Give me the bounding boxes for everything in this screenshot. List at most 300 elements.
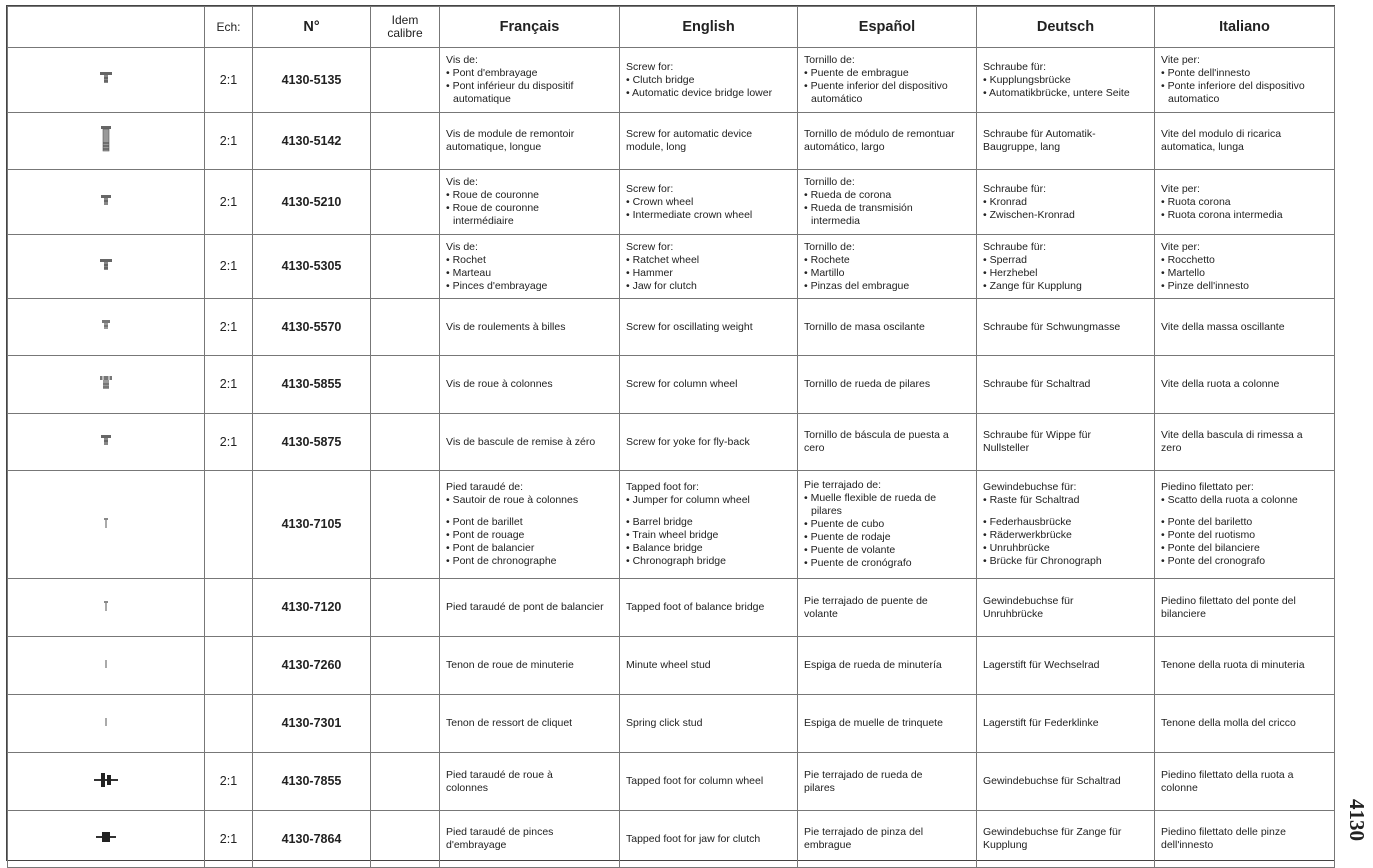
description-line: Nullsteller: [983, 442, 1030, 454]
part-picture: [8, 811, 205, 868]
screw-tiny-icon: [101, 319, 111, 335]
description-line: Gewindebuchse für Zange für: [983, 826, 1122, 838]
description-german: [977, 356, 1155, 414]
part-number: 4130-7120: [253, 579, 371, 637]
description-line: Tornillo de masa oscilante: [804, 320, 925, 333]
description-line: • Pont d'embrayage: [446, 67, 538, 79]
description-line: • Ratchet wheel: [626, 253, 700, 266]
description-line: Vite della massa oscillante: [1161, 320, 1285, 333]
part-picture: [8, 299, 205, 356]
description-line: Piedino filettato della ruota a: [1161, 768, 1294, 781]
description-spanish: [798, 235, 977, 299]
description-line: Espiga de muelle de trinquete: [804, 717, 943, 729]
description-line: Vis de:: [446, 176, 478, 188]
scale-cell: [205, 637, 253, 695]
part-number: 4130-7260: [253, 637, 371, 695]
description-line: Tapped foot for:: [626, 481, 699, 493]
description-line: cero: [804, 442, 825, 454]
description-line: Tenon de ressort de cliquet: [446, 717, 573, 729]
description-french: [440, 579, 620, 637]
description-line: • Hammer: [626, 266, 673, 279]
part-number: 4130-7855: [253, 753, 371, 811]
description-line: automatico: [1168, 93, 1220, 105]
header-italian: Italiano: [1155, 7, 1335, 48]
screw-small-icon: [99, 194, 113, 211]
description-line: • Puente de rodaje: [804, 531, 891, 543]
description-line: automático: [811, 93, 863, 105]
header-idem: Idem calibre: [371, 7, 440, 48]
description-line: • Marteau: [446, 266, 492, 279]
description-line: Screw for:: [626, 240, 674, 253]
description-line: Piedino filettato delle pinze: [1161, 826, 1286, 838]
description-spanish: [798, 299, 977, 356]
description-line: • Jumper for column wheel: [626, 494, 750, 506]
description-german: [977, 579, 1155, 637]
description-line: • Ponte dell'innesto: [1161, 67, 1251, 79]
description-italian: [1155, 113, 1335, 170]
description-line: automatique, longue: [446, 141, 542, 153]
description-spanish: [798, 113, 977, 170]
description-line: Piedino filettato del ponte del: [1161, 594, 1296, 607]
description-italian: [1155, 579, 1335, 637]
description-english: [620, 579, 798, 637]
description-line: Schraube für Wippe für: [983, 429, 1091, 441]
description-line: Vite per:: [1161, 182, 1200, 195]
description-spanish: [798, 579, 977, 637]
description-line: Kupplung: [983, 839, 1028, 851]
description-line: automatica, lunga: [1161, 141, 1244, 153]
description-line: • Pont de balancier: [446, 542, 535, 554]
table-row: [8, 48, 1335, 113]
part-picture: [8, 356, 205, 414]
idem-calibre-cell: [371, 753, 440, 811]
description-line: • Intermediate crown wheel: [626, 208, 753, 221]
table-row: [8, 579, 1335, 637]
description-line: Tapped foot of balance bridge: [626, 601, 765, 613]
scale-cell: 2:1: [205, 235, 253, 299]
description-french: [440, 170, 620, 235]
description-french: [440, 299, 620, 356]
page-number: 4130: [1345, 799, 1369, 841]
description-line: • Pont de barillet: [446, 516, 523, 528]
description-spanish: [798, 48, 977, 113]
description-line: Screw for:: [626, 182, 674, 195]
description-line: • Puente de volante: [804, 544, 896, 556]
idem-calibre-cell: [371, 235, 440, 299]
description-line: intermédiaire: [453, 215, 514, 227]
description-line: • Jaw for clutch: [626, 279, 697, 292]
description-line: • Barrel bridge: [626, 516, 693, 528]
description-line: Schraube für Schaltrad: [983, 378, 1091, 390]
description-english: [620, 235, 798, 299]
description-italian: [1155, 414, 1335, 471]
header-row: [8, 7, 1335, 48]
part-picture: [8, 414, 205, 471]
description-line: • Muelle flexible de rueda de: [804, 492, 937, 504]
description-german: [977, 753, 1155, 811]
part-number: 4130-5855: [253, 356, 371, 414]
scale-cell: 2:1: [205, 299, 253, 356]
description-line: Tapped foot for jaw for clutch: [626, 832, 761, 845]
description-german: [977, 414, 1155, 471]
description-italian: [1155, 637, 1335, 695]
description-french: [440, 356, 620, 414]
idem-calibre-cell: [371, 113, 440, 170]
description-french: [440, 414, 620, 471]
description-spanish: [798, 414, 977, 471]
part-picture: [8, 48, 205, 113]
header-english: English: [620, 7, 798, 48]
description-line: • Martello: [1161, 266, 1205, 279]
description-line: • Ponte inferiore del dispositivo: [1161, 80, 1305, 92]
description-line: • Ruota corona: [1161, 195, 1231, 208]
description-line: • Chronograph bridge: [626, 555, 726, 567]
description-italian: [1155, 299, 1335, 356]
description-line: • Sperrad: [983, 253, 1027, 266]
description-line: d'embrayage: [446, 839, 507, 851]
description-line: Pied taraudé de:: [446, 481, 524, 493]
stud-icon: [104, 659, 108, 672]
description-german: [977, 113, 1155, 170]
description-english: [620, 695, 798, 753]
description-line: Schraube für:: [983, 182, 1047, 195]
description-italian: [1155, 170, 1335, 235]
description-line: Baugruppe, lang: [983, 141, 1061, 153]
header-german: Deutsch: [977, 7, 1155, 48]
idem-calibre-cell: [371, 299, 440, 356]
idem-calibre-cell: [371, 695, 440, 753]
description-german: [977, 48, 1155, 113]
description-french: [440, 471, 620, 579]
description-line: Screw for yoke for fly-back: [626, 435, 750, 448]
part-number: 4130-5875: [253, 414, 371, 471]
description-line: • Rochete: [804, 253, 850, 266]
description-line: Gewindebuchse für: [983, 594, 1074, 607]
description-english: [620, 356, 798, 414]
header-spanish: Español: [798, 7, 977, 48]
description-english: [620, 113, 798, 170]
scale-cell: 2:1: [205, 753, 253, 811]
screw-small-icon: [99, 434, 113, 451]
scale-cell: 2:1: [205, 356, 253, 414]
part-number: 4130-5135: [253, 48, 371, 113]
part-picture: [8, 235, 205, 299]
description-line: • Pont de rouage: [446, 529, 525, 541]
description-line: Lagerstift für Federklinke: [983, 717, 1099, 729]
description-line: • Scatto della ruota a colonne: [1161, 494, 1298, 506]
description-line: [983, 507, 1148, 516]
stud-icon: [104, 717, 108, 730]
description-italian: [1155, 695, 1335, 753]
description-line: • Puente de cubo: [804, 518, 885, 530]
description-line: Lagerstift für Wechselrad: [983, 659, 1100, 671]
description-line: colonne: [1161, 781, 1198, 794]
description-line: intermedia: [811, 215, 861, 227]
description-line: Tenone della molla del cricco: [1161, 717, 1296, 729]
description-line: Vite del modulo di ricarica: [1161, 128, 1282, 140]
description-line: • Pinzas del embrague: [804, 279, 910, 292]
part-number: 4130-5210: [253, 170, 371, 235]
description-line: Schraube für Automatik-: [983, 128, 1096, 140]
scale-cell: 2:1: [205, 170, 253, 235]
idem-calibre-cell: [371, 414, 440, 471]
description-line: • Ponte del cronografo: [1161, 555, 1266, 567]
description-line: Schraube für:: [983, 240, 1047, 253]
description-line: pilares: [804, 781, 835, 794]
description-spanish: [798, 356, 977, 414]
table-row: [8, 356, 1335, 414]
idem-calibre-cell: [371, 356, 440, 414]
description-english: [620, 48, 798, 113]
description-italian: [1155, 811, 1335, 868]
description-english: [620, 811, 798, 868]
description-line: • Roue de couronne: [446, 202, 539, 214]
description-line: Pie terrajado de pinza del: [804, 826, 924, 838]
table-row: [8, 235, 1335, 299]
part-picture: [8, 471, 205, 579]
description-spanish: [798, 753, 977, 811]
description-line: Pied taraudé de pont de balancier: [446, 601, 604, 613]
description-line: • Puente inferior del dispositivo: [804, 80, 948, 92]
header-french: Français: [440, 7, 620, 48]
description-line: • Kronrad: [983, 195, 1027, 208]
description-line: volante: [804, 607, 838, 620]
description-french: [440, 235, 620, 299]
description-line: Pie terrajado de puente de: [804, 594, 928, 607]
description-line: • Zange für Kupplung: [983, 279, 1082, 292]
description-line: [1161, 507, 1328, 516]
description-line: • Pont inférieur du dispositif: [446, 80, 574, 92]
description-line: • Puente de embrague: [804, 67, 909, 79]
description-line: • Pont de chronographe: [446, 555, 557, 567]
part-number: 4130-7864: [253, 811, 371, 868]
description-line: [626, 507, 791, 516]
description-line: • Rocchetto: [1161, 253, 1215, 266]
pin-thin-icon: [103, 600, 109, 616]
table-row: [8, 753, 1335, 811]
description-line: • Puente de cronógrafo: [804, 557, 912, 569]
description-line: Vis de roue à colonnes: [446, 378, 553, 390]
idem-calibre-cell: [371, 811, 440, 868]
table-row: [8, 471, 1335, 579]
description-italian: [1155, 48, 1335, 113]
screw-small-wide-icon: [98, 71, 114, 89]
description-spanish: [798, 637, 977, 695]
idem-calibre-cell: [371, 637, 440, 695]
description-spanish: [798, 811, 977, 868]
description-line: dell'innesto: [1161, 839, 1214, 851]
description-german: [977, 695, 1155, 753]
part-number: 4130-7301: [253, 695, 371, 753]
description-line: Tenone della ruota di minuteria: [1161, 659, 1305, 671]
scale-cell: 2:1: [205, 414, 253, 471]
scale-cell: 2:1: [205, 48, 253, 113]
scale-cell: 2:1: [205, 113, 253, 170]
description-italian: [1155, 235, 1335, 299]
description-line: Vis de module de remontoir: [446, 128, 575, 140]
description-english: [620, 299, 798, 356]
description-line: Pie terrajado de rueda de: [804, 768, 923, 781]
description-line: pilares: [811, 505, 842, 517]
description-french: [440, 811, 620, 868]
description-line: • Unruhbrücke: [983, 542, 1050, 554]
description-line: Schraube für:: [983, 60, 1047, 73]
description-line: [446, 507, 613, 516]
description-line: Vite della bascula di rimessa a: [1161, 429, 1303, 441]
description-line: Vite della ruota a colonne: [1161, 378, 1280, 390]
description-german: [977, 637, 1155, 695]
description-german: [977, 471, 1155, 579]
parts-table: [7, 6, 1335, 868]
description-line: • Automatikbrücke, untere Seite: [983, 86, 1130, 99]
tapped-foot-small-icon: [96, 830, 116, 848]
description-english: [620, 753, 798, 811]
description-line: • Balance bridge: [626, 542, 703, 554]
description-italian: [1155, 471, 1335, 579]
description-line: • Ponte del bilanciere: [1161, 542, 1260, 554]
description-line: Spring click stud: [626, 717, 703, 729]
description-line: colonnes: [446, 781, 489, 794]
description-line: • Pinze dell'innesto: [1161, 279, 1249, 292]
description-line: • Rueda de transmisión: [804, 202, 913, 214]
description-line: automatique: [453, 93, 511, 105]
description-line: Tapped foot for column wheel: [626, 775, 764, 787]
description-line: • Räderwerkbrücke: [983, 529, 1072, 541]
description-line: Espiga de rueda de minutería: [804, 659, 942, 671]
description-spanish: [798, 695, 977, 753]
parts-sheet: [6, 5, 1335, 861]
description-english: [620, 414, 798, 471]
part-number: 4130-5570: [253, 299, 371, 356]
table-row: [8, 811, 1335, 868]
description-italian: [1155, 753, 1335, 811]
description-english: [620, 170, 798, 235]
description-french: [440, 753, 620, 811]
description-french: [440, 48, 620, 113]
description-line: Minute wheel stud: [626, 659, 711, 671]
description-line: Tenon de roue de minuterie: [446, 659, 574, 671]
description-french: [440, 637, 620, 695]
description-line: Tornillo de rueda de pilares: [804, 378, 931, 390]
description-line: • Train wheel bridge: [626, 529, 719, 541]
description-line: Tornillo de:: [804, 54, 855, 66]
part-number: 4130-5142: [253, 113, 371, 170]
description-line: embrague: [804, 839, 852, 851]
description-line: Screw for oscillating weight: [626, 320, 753, 333]
table-row: [8, 113, 1335, 170]
description-line: Pied taraudé de pinces: [446, 826, 554, 838]
part-picture: [8, 113, 205, 170]
description-line: Tornillo de módulo de remontuar: [804, 128, 955, 140]
description-line: Unruhbrücke: [983, 607, 1044, 620]
scale-cell: [205, 471, 253, 579]
description-line: Vis de bascule de remise à zéro: [446, 435, 596, 448]
description-english: [620, 471, 798, 579]
table-row: [8, 414, 1335, 471]
table-row: [8, 299, 1335, 356]
description-line: Pie terrajado de:: [804, 479, 882, 491]
description-line: • Zwischen-Kronrad: [983, 208, 1075, 221]
description-line: Screw for:: [626, 60, 674, 73]
tapped-foot-large-icon: [94, 771, 118, 793]
description-german: [977, 170, 1155, 235]
description-line: • Clutch bridge: [626, 73, 695, 86]
description-line: Piedino filettato per:: [1161, 481, 1254, 493]
description-italian: [1155, 356, 1335, 414]
description-line: • Martillo: [804, 266, 845, 279]
table-row: [8, 170, 1335, 235]
screw-small-wide-icon: [98, 258, 114, 276]
description-line: • Brücke für Chronograph: [983, 555, 1102, 567]
description-line: Vite per:: [1161, 240, 1200, 253]
description-line: • Kupplungsbrücke: [983, 73, 1071, 86]
description-line: Vis de roulements à billes: [446, 320, 566, 333]
part-number: 4130-5305: [253, 235, 371, 299]
description-line: Schraube für Schwungmasse: [983, 320, 1121, 333]
description-line: • Rochet: [446, 253, 486, 266]
idem-calibre-cell: [371, 471, 440, 579]
description-german: [977, 811, 1155, 868]
scale-cell: [205, 579, 253, 637]
description-line: zero: [1161, 442, 1182, 454]
description-line: Gewindebuchse für:: [983, 481, 1077, 493]
description-line: Tornillo de:: [804, 240, 855, 253]
description-spanish: [798, 170, 977, 235]
part-picture: [8, 170, 205, 235]
description-french: [440, 695, 620, 753]
description-line: • Pinces d'embrayage: [446, 279, 548, 292]
description-line: • Rueda de corona: [804, 189, 892, 201]
description-line: • Ruota corona intermedia: [1161, 208, 1283, 221]
description-line: Vis de:: [446, 240, 478, 253]
pin-thin-icon: [103, 517, 109, 533]
description-line: Tornillo de:: [804, 176, 855, 188]
header-ech: Ech:: [205, 7, 253, 48]
description-line: • Sautoir de roue à colonnes: [446, 494, 579, 506]
description-line: automático, largo: [804, 141, 885, 153]
description-line: • Ponte del ruotismo: [1161, 529, 1256, 541]
description-line: Tornillo de báscula de puesta a: [804, 429, 949, 441]
idem-calibre-cell: [371, 170, 440, 235]
scale-cell: [205, 695, 253, 753]
description-line: • Federhausbrücke: [983, 516, 1072, 528]
part-number: 4130-7105: [253, 471, 371, 579]
description-line: Pied taraudé de roue à: [446, 768, 553, 781]
description-german: [977, 299, 1155, 356]
table-row: [8, 637, 1335, 695]
description-line: Gewindebuchse für Schaltrad: [983, 775, 1121, 787]
header-number: N°: [253, 7, 371, 48]
header-picture: [8, 7, 205, 48]
screw-slotted-icon: [99, 375, 113, 395]
description-german: [977, 235, 1155, 299]
part-picture: [8, 695, 205, 753]
description-line: • Raste für Schaltrad: [983, 494, 1080, 506]
description-line: • Crown wheel: [626, 195, 694, 208]
idem-calibre-cell: [371, 48, 440, 113]
scale-cell: 2:1: [205, 811, 253, 868]
description-spanish: [798, 471, 977, 579]
screw-long-icon: [100, 125, 112, 157]
description-line: • Roue de couronne: [446, 189, 539, 201]
description-line: Screw for automatic device: [626, 128, 753, 140]
table-row: [8, 695, 1335, 753]
description-line: Vis de:: [446, 54, 478, 66]
description-line: bilanciere: [1161, 607, 1206, 620]
description-line: • Ponte del bariletto: [1161, 516, 1253, 528]
description-line: Vite per:: [1161, 54, 1200, 66]
description-french: [440, 113, 620, 170]
